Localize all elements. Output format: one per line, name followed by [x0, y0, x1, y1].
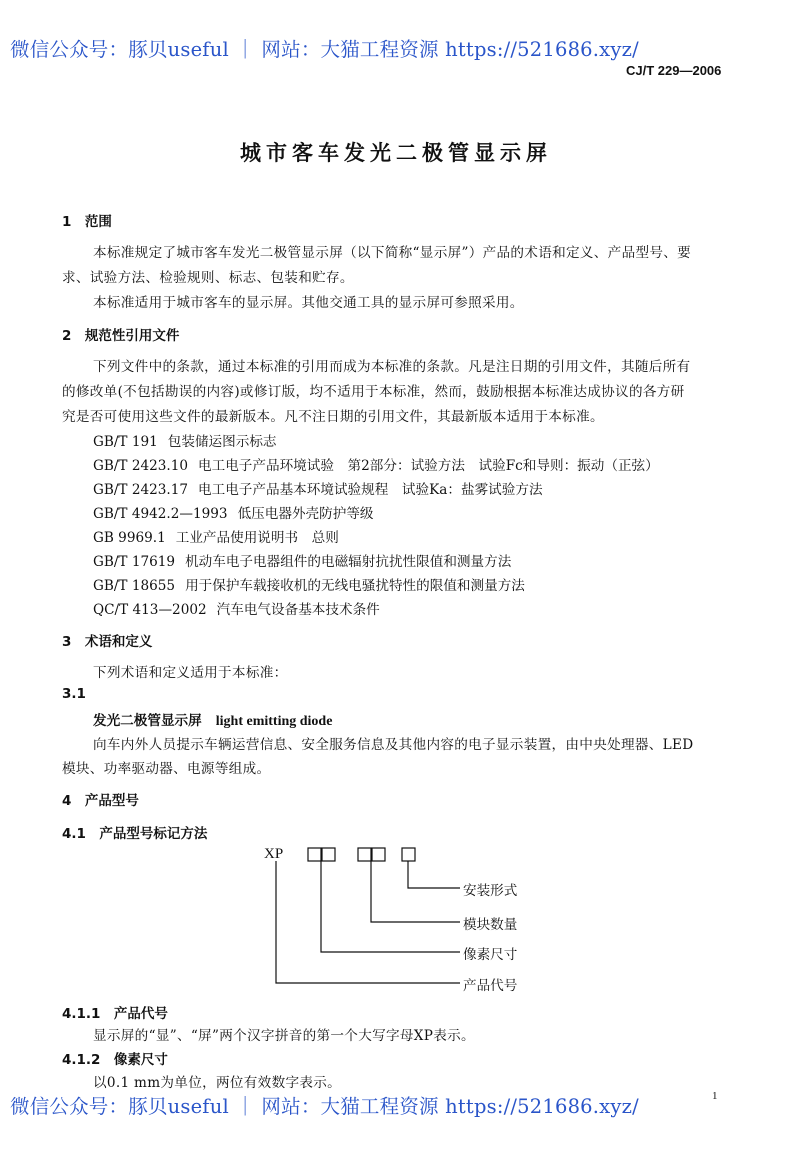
diagram-label-pixel: 像素尺寸 [463, 947, 518, 963]
mount-type-box [402, 848, 415, 861]
reference-title: 电工电子产品环境试验 第2部分：试验方法 试验Fc和导则：振动（正弦） [198, 458, 659, 474]
clause-4-1-2-text: 以0.1 mm为单位，两位有效数字表示。 [93, 1075, 342, 1091]
section-1-heading: 1 范围 [62, 214, 112, 230]
clause-4-1-1-text: 显示屏的“显”、“屏”两个汉字拼音的第一个大写字母XP表示。 [93, 1028, 475, 1044]
reference-code: QC/T 413—2002 [93, 602, 207, 618]
reference-title: 包装储运图示标志 [167, 434, 277, 450]
leader-line-mount [408, 861, 460, 888]
section-3-heading: 3 术语和定义 [62, 634, 153, 650]
pixel-size-box [322, 848, 335, 861]
section-1-paragraph-line: 求、试验方法、检验规则、标志、包装和贮存。 [62, 270, 354, 286]
model-prefix: XP [264, 846, 284, 862]
module-count-box [358, 848, 371, 861]
reference-title: 汽车电气设备基本技术条件 [216, 602, 380, 618]
standard-number: CJ/T 229—2006 [626, 63, 722, 78]
term-english: light emitting diode [215, 714, 333, 729]
reference-code: GB/T 17619 [93, 554, 176, 570]
section-2-paragraph-line: 下列文件中的条款，通过本标准的引用而成为本标准的条款。凡是注日期的引用文件，其随后所有 [93, 359, 691, 375]
clause-3-1-number: 3.1 [62, 686, 86, 702]
diagram-label-mount: 安装形式 [463, 883, 518, 899]
reference-code: GB/T 18655 [93, 578, 176, 594]
pixel-size-box [308, 848, 321, 861]
diagram-label-module: 模块数量 [463, 917, 518, 933]
section-2-paragraph-line: 究是否可使用这些文件的最新版本。凡不注日期的引用文件，其最新版本适用于本标准。 [62, 409, 604, 425]
section-1-paragraph-2: 本标准适用于城市客车的显示屏。其他交通工具的显示屏可参照采用。 [93, 295, 524, 311]
module-count-box [372, 848, 385, 861]
watermark-bottom: 微信公众号：豚贝useful ｜ 网站：大猫工程资源 https://521686.xyz/ [10, 1095, 639, 1118]
clause-4-1-heading: 4.1 产品型号标记方法 [62, 826, 208, 842]
section-3-paragraph: 下列术语和定义适用于本标准： [93, 665, 288, 681]
section-2-paragraph-line: 的修改单(不包括勘误的内容)或修订版，均不适用于本标准，然而，鼓励根据本标准达成协议的各方研 [62, 384, 685, 400]
diagram-label-code: 产品代号 [463, 978, 518, 994]
reference-title: 低压电器外壳防护等级 [237, 506, 374, 522]
reference-code: GB/T 191 [93, 434, 158, 450]
reference-code: GB/T 2423.17 [93, 482, 189, 498]
section-4-heading: 4 产品型号 [62, 793, 139, 809]
reference-code: GB/T 4942.2—1993 [93, 506, 228, 522]
reference-title: 机动车电子电器组件的电磁辐射抗扰性限值和测量方法 [185, 554, 512, 570]
clause-4-1-2-heading: 4.1.2 像素尺寸 [62, 1052, 168, 1068]
reference-title: 电工电子产品基本环境试验规程 试验Ka：盐雾试验方法 [198, 482, 543, 498]
term-definition-line: 模块、功率驱动器、电源等组成。 [62, 761, 271, 777]
clause-4-1-1-heading: 4.1.1 产品代号 [62, 1006, 168, 1022]
section-1-paragraph-line: 本标准规定了城市客车发光二极管显示屏（以下简称“显示屏”）产品的术语和定义、产品型号、要 [93, 245, 692, 261]
reference-code: GB/T 2423.10 [93, 458, 189, 474]
page-title: 城市客车发光二极管显示屏 [240, 141, 552, 165]
reference-title: 工业产品使用说明书 总则 [175, 530, 339, 546]
reference-code: GB 9969.1 [93, 530, 166, 546]
term-definition-line: 向车内外人员提示车辆运营信息、安全服务信息及其他内容的电子显示装置，由中央处理器、LED [93, 737, 694, 753]
section-2-heading: 2 规范性引用文件 [62, 328, 180, 344]
page-number: 1 [712, 1090, 718, 1102]
leader-line-pixel [321, 861, 460, 952]
leader-line-module [371, 861, 460, 922]
reference-title: 用于保护车载接收机的无线电骚扰特性的限值和测量方法 [185, 578, 525, 594]
watermark-top: 微信公众号：豚贝useful ｜ 网站：大猫工程资源 https://521686.xyz/ [10, 38, 639, 61]
term-chinese: 发光二极管显示屏 [93, 713, 202, 729]
